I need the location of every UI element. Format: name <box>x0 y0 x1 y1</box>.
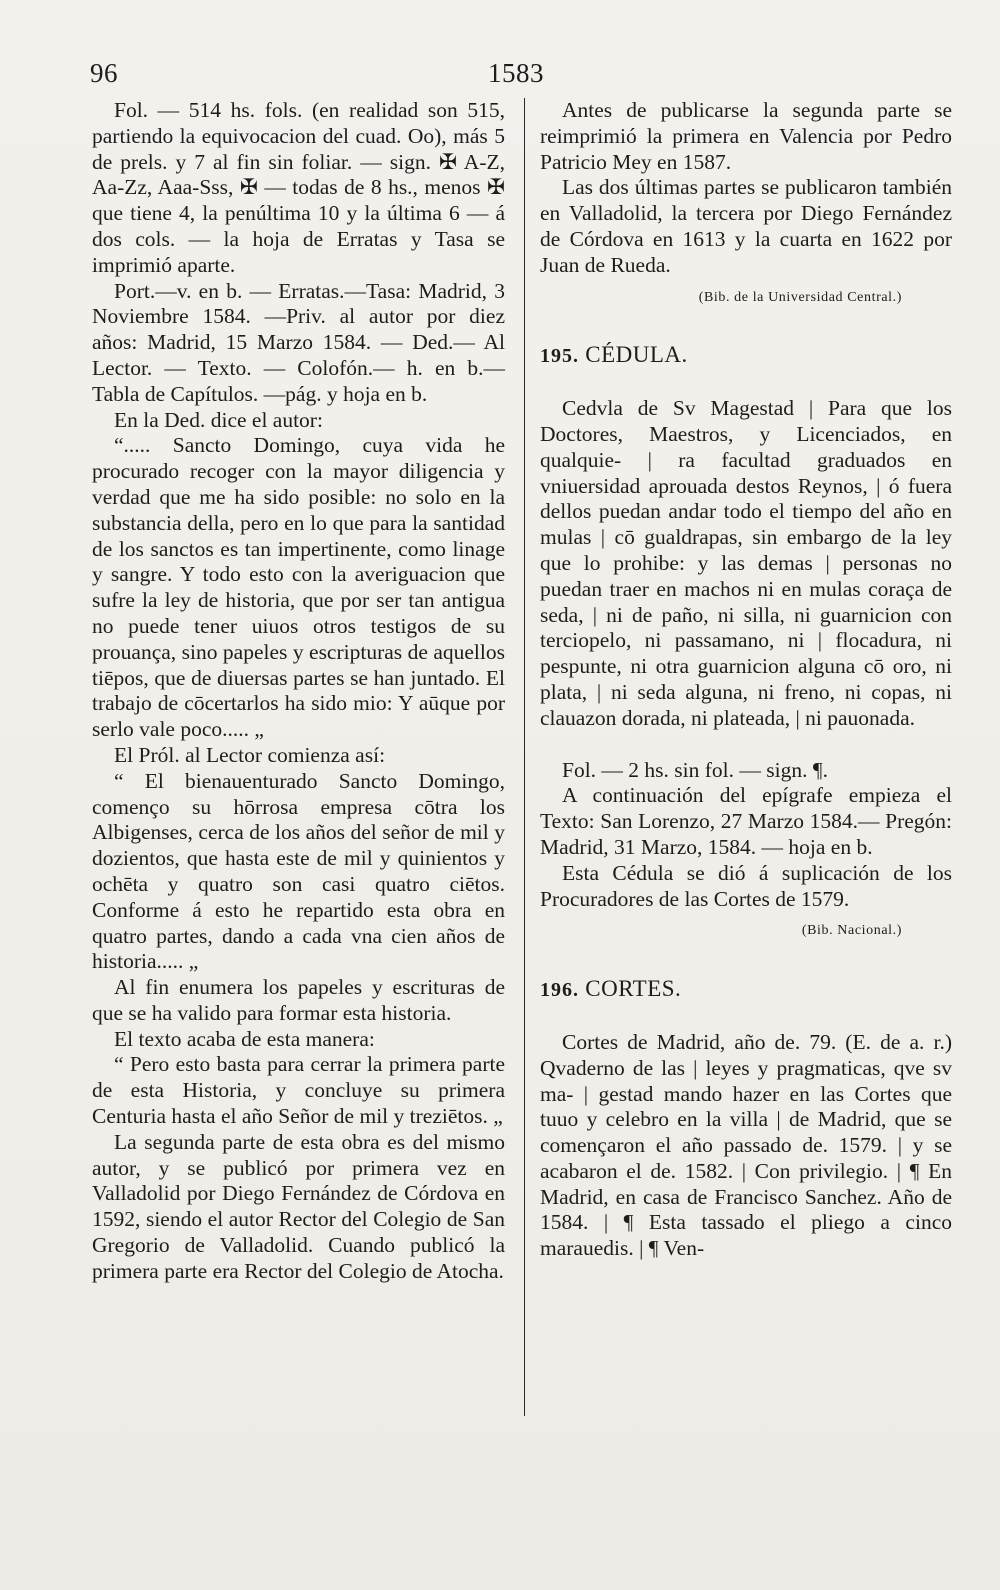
dedication-intro: En la Ded. dice el autor: <box>114 407 323 432</box>
entry-title: CORTES. <box>585 976 682 1002</box>
running-head-year: 1583 <box>488 58 544 88</box>
entry-transcription: Cortes de Madrid, año de. 79. (E. de a. r.) Qvaderno de las | leyes y pragmaticas, qve sv ma- | gestad mando hazer en las Cortes que tuuo y celebro en la villa | de Madrid, que se començaron el año passado de. 1579. | y se acabaron el de. 1582. | Con privilegio. | ¶ En Madrid, en casa de Francisco Sanchez. Año de 1584. | ¶ Esta tassado el pliego a cinco marauedis. | ¶ Ven- <box>540 1029 952 1261</box>
spacer <box>540 370 952 396</box>
spacer <box>540 1004 952 1030</box>
entry-title: CÉDULA. <box>585 342 688 368</box>
spacer <box>540 732 952 758</box>
spacer <box>540 944 952 976</box>
column-divider <box>524 98 525 1416</box>
library-source: (Bib. Nacional.) <box>801 923 902 939</box>
entry-number: 196. <box>540 979 579 1002</box>
ending-quote: “ Pero esto basta para cerrar la primera parte de esta Historia, y concluye su primera Centuria hasta el año Señor de mil y treziētos. „ <box>92 1052 505 1129</box>
dedication-quote: “..... Sancto Domingo, cuya vida he procurado recoger con la mayor diligencia y verdad que me ha sido posible: no solo en la substancia della, pero en lo que para la santidad de los sanctos es tan impertinente, como linage y sangre. Y todo esto con la averiguacion que sufre la ley de historia, que por ser tan antigua no puede tener uiuos otros testigos de su prouança, sino papeles y escripturas de aquellos tiēpos, que de diuersas partes se han juntado. El trabajo de cōcertarlos ha sido mio: Y aūque por serlo vale poco..... „ <box>92 433 505 742</box>
second-part-paragraph: La segunda parte de esta obra es del mismo autor, y se publicó por primera vez en Valladolid por Diego Fernández de Córdova en 1592, siendo el autor Rector del Colegio de San Gregorio de Valladolid. Cuando publicó la primera parte era Rector del Colegio de Atocha. <box>92 1129 505 1283</box>
entry-number: 195. <box>540 345 579 368</box>
left-column <box>92 98 505 1285</box>
spacer <box>540 310 952 342</box>
last-parts-paragraph: Las dos últimas partes se publicaron también en Valladolid, la tercera por Diego Fernández de Córdova en 1613 y la cuarta en 1622 por Juan de Rueda. <box>540 175 952 277</box>
page-number: 96 <box>90 58 118 88</box>
entry-note: Esta Cédula se dió á suplicación de los Procuradores de las Cortes de 1579. <box>540 860 952 911</box>
prologue-quote: “ El bienauenturado Sancto Domingo, començo su hōrrosa empresa cōtra los Albigenses, cerca de los años del señor de mil y dozientos, que hasta este de mil y quinientos y ochēta y quatro son casi quatro ciētos. Conforme á esto he repartido esta obra en quatro partes, dando a cada vna cien años de historia..... „ <box>92 768 505 974</box>
contents-paragraph: Port.—v. en b. — Erratas.—Tasa: Madrid, 3 Noviembre 1584. —Priv. al autor por diez años: Madrid, 15 Marzo 1584. — Ded.— Al Lector. — Texto. — Colofón.— h. en b.— Tabla de Capítulos. —pág. y hoja en b. <box>92 278 505 406</box>
entry-heading <box>540 342 952 370</box>
entry-heading <box>540 976 952 1004</box>
collation-paragraph: Fol. — 514 hs. fols. (en realidad son 515, partiendo la equivocacion del cuad. Oo), más 5 de prels. y 7 al fin sin foliar. — sign. ✠ A-Z, Aa-Zz, Aaa-Sss, ✠ — todas de 8 hs., menos ✠ que tiene 4, la penúltima 10 y la última 6 — á dos cols. — la hoja de Erratas y Tasa se imprimió aparte. <box>92 98 505 277</box>
right-column <box>540 98 952 1262</box>
library-source: (Bib. de la Universidad Central.) <box>698 289 902 305</box>
ending-intro: El texto acaba de esta manera: <box>114 1026 375 1051</box>
papers-paragraph: Al fin enumera los papeles y escrituras de que se ha valido para formar esta historia. <box>92 975 505 1025</box>
entry-continuation: A continuación del epígrafe empieza el Texto: San Lorenzo, 27 Marzo 1584.— Pregón: Madrid, 31 Marzo, 1584. — hoja en b. <box>540 783 952 859</box>
entry-transcription: Cedvla de Sv Magestad | Para que los Doctores, Maestros, y Licenciados, en qualquie- | ra facultad graduados en vniuersidad aprouada destos Reynos, | ó fuera dellos puedan andar todo el tiempo del año en mulas | cō gualdrapas, sin embargo de la ley que lo prohibe: y las demas | personas no puedan traer en machos ni en mulas coraça de seda, | ni de paño, ni silla, ni guarnicion con terciopelo, ni passamano, ni | flocadura, ni pespunte, ni otra guarnicion alguna cō oro, ni plata, | ni seda alguna, ni freno, ni copas, ni clauazon dorada, ni plateada, | ni pauonada. <box>540 396 952 730</box>
reprint-paragraph: Antes de publicarse la segunda parte se reimprimió la primera en Valencia por Pedro Patricio Mey en 1587. <box>540 98 952 174</box>
prologue-intro: El Pról. al Lector comienza así: <box>114 742 386 767</box>
entry-collation: Fol. — 2 hs. sin fol. — sign. ¶. <box>562 757 828 782</box>
